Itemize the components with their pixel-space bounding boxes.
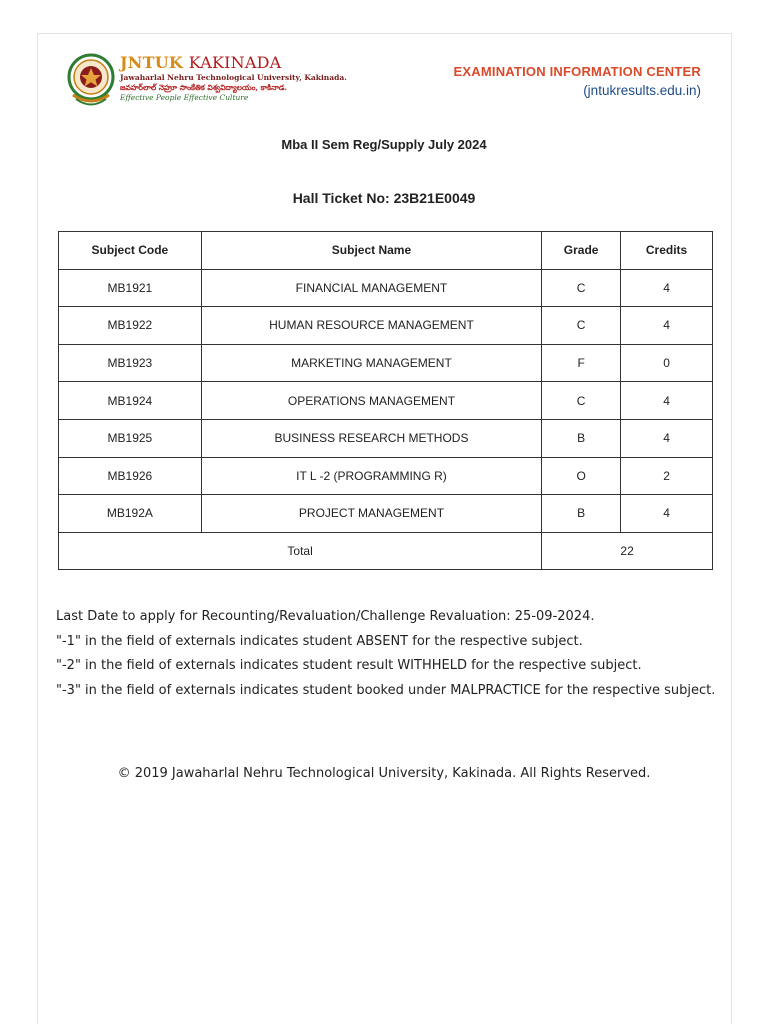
subject-name-cell: OPERATIONS MANAGEMENT — [201, 382, 541, 420]
column-header-subject-code: Subject Code — [59, 232, 202, 270]
subject-code-cell: MB1924 — [59, 382, 202, 420]
note-absent: "-1" in the field of externals indicates student ABSENT for the respective subject. — [56, 633, 583, 649]
university-tagline: Effective People Effective Culture — [120, 93, 249, 102]
semester-title: Mba II Sem Reg/Supply July 2024 — [281, 137, 487, 152]
grade-cell: F — [542, 344, 621, 382]
subject-name-cell: BUSINESS RESEARCH METHODS — [201, 419, 541, 457]
result-notes — [56, 605, 720, 703]
subject-name-cell: IT L -2 (PROGRAMMING R) — [201, 457, 541, 495]
brand-secondary: KAKINADA — [188, 53, 282, 72]
credits-cell: 4 — [621, 495, 713, 533]
credits-cell: 4 — [621, 269, 713, 307]
university-logo — [67, 53, 347, 113]
column-header-credits: Credits — [621, 232, 713, 270]
credits-cell: 4 — [621, 307, 713, 345]
grade-cell: O — [542, 457, 621, 495]
subject-name-cell: FINANCIAL MANAGEMENT — [201, 269, 541, 307]
table-row — [59, 382, 713, 420]
table-row — [59, 307, 713, 345]
grade-cell: C — [542, 307, 621, 345]
total-credits-cell: 22 — [542, 532, 713, 570]
university-brand-name — [120, 53, 347, 73]
table-row — [59, 344, 713, 382]
table-row — [59, 269, 713, 307]
subject-code-cell: MB1926 — [59, 457, 202, 495]
subject-name-cell: HUMAN RESOURCE MANAGEMENT — [201, 307, 541, 345]
subject-name-cell: PROJECT MANAGEMENT — [201, 495, 541, 533]
table-row — [59, 495, 713, 533]
credits-cell: 2 — [621, 457, 713, 495]
subject-name-cell: MARKETING MANAGEMENT — [201, 344, 541, 382]
note-malpractice: "-3" in the field of externals indicates student booked under MALPRACTICE for the respective subject. — [56, 682, 716, 698]
exam-center-title: EXAMINATION INFORMATION CENTER — [453, 64, 701, 79]
table-row — [59, 419, 713, 457]
university-seal-icon — [67, 53, 115, 111]
note-withheld: "-2" in the field of externals indicates student result WITHHELD for the respective subject. — [56, 658, 642, 673]
table-header-row — [59, 232, 713, 270]
total-row — [59, 532, 713, 570]
logo-text — [120, 53, 347, 103]
total-label-cell: Total — [59, 532, 542, 570]
grade-cell: C — [542, 382, 621, 420]
brand-primary: JNTUK — [120, 53, 183, 72]
exam-center-header — [454, 63, 701, 101]
revaluation-last-date: Last Date to apply for Recounting/Revaluation/Challenge Revaluation: 25-09-2024. — [56, 609, 595, 624]
credits-cell: 4 — [621, 419, 713, 457]
grade-cell: C — [542, 269, 621, 307]
column-header-grade: Grade — [542, 232, 621, 270]
exam-center-site: (jntukresults.edu.in) — [583, 83, 701, 98]
subject-code-cell: MB1921 — [59, 269, 202, 307]
credits-cell: 0 — [621, 344, 713, 382]
subject-code-cell: MB1925 — [59, 419, 202, 457]
subject-code-cell: MB1923 — [59, 344, 202, 382]
university-telugu-name: జవహర్‌లాల్ నెహ్రూ సాంకేతిక విశ్వవిద్యాలయం, కాకినాడ. — [120, 83, 288, 92]
copyright-footer: © 2019 Jawaharlal Nehru Technological University, Kakinada. All Rights Reserved. — [117, 766, 651, 781]
results-table — [58, 231, 713, 570]
table-row — [59, 457, 713, 495]
column-header-subject-name: Subject Name — [201, 232, 541, 270]
university-full-name: Jawaharlal Nehru Technological University, Kakinada. — [120, 73, 347, 82]
hall-ticket-number: Hall Ticket No: 23B21E0049 — [292, 190, 476, 206]
grade-cell: B — [542, 495, 621, 533]
subject-code-cell: MB1922 — [59, 307, 202, 345]
credits-cell: 4 — [621, 382, 713, 420]
subject-code-cell: MB192A — [59, 495, 202, 533]
grade-cell: B — [542, 419, 621, 457]
